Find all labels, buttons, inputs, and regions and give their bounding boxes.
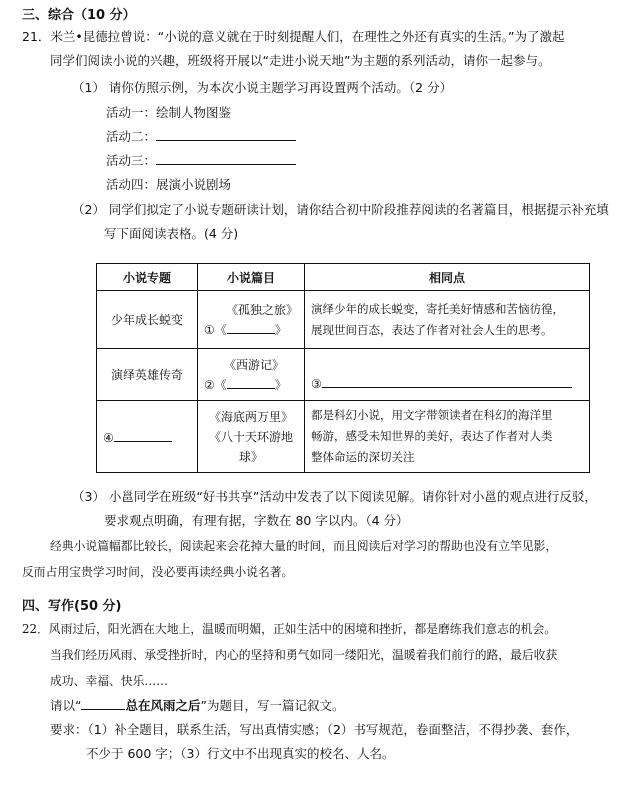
row2-common xyxy=(305,349,590,401)
row2-title-2 xyxy=(204,375,298,395)
q22-title-suffix: ”为题目，写一篇记叙文。 xyxy=(200,698,345,713)
q22-requirements-line1: 要求：（1）补全题目，联系生活，写出真情实感；（2）书写规范，卷面整洁，不得抄袭、套作， xyxy=(50,722,579,737)
q22-line1: 22．风雨过后，阳光洒在大地上，温暖而明媚，正如生活中的困境和挫折，都是磨练我们意志的机会。 xyxy=(22,622,557,636)
row3-common-line2: 畅游，感受未知世界的美好，表达了作者对人类 xyxy=(311,429,553,443)
q22-title-prefix: 请以“ xyxy=(50,698,82,713)
row3-common xyxy=(305,401,590,473)
row3-topic-blank[interactable] xyxy=(114,428,172,442)
activity-2-blank[interactable] xyxy=(156,127,296,141)
section-heading-3: 三、综合（10 分） xyxy=(22,8,136,23)
q22-title-instruction xyxy=(50,696,344,714)
row1-common xyxy=(305,291,590,349)
q22-title-blank[interactable] xyxy=(81,696,125,710)
row3-title-1: 《海底两万里》 xyxy=(208,409,293,424)
row3-topic xyxy=(97,401,198,473)
table-row xyxy=(97,349,590,401)
row1-titles xyxy=(198,291,305,349)
activity-1: 活动一：绘制人物图鉴 xyxy=(106,105,232,120)
row1-title-2 xyxy=(204,320,298,340)
q22-requirements-line2: 不少于 600 字；（3）行文中不出现真实的校名、人名。 xyxy=(86,746,395,761)
row3-titles xyxy=(198,401,305,473)
q21-part2-prompt-line2: 写下面阅读表格。(4 分) xyxy=(104,226,239,241)
row3-topic-marker: ④ xyxy=(103,431,114,445)
row2-common-marker: ③ xyxy=(311,377,322,391)
q22-title-main: 总在风雨之后 xyxy=(125,698,201,713)
row3-common-line1: 都是科幻小说，用文字带领读者在科幻的海洋里 xyxy=(311,408,553,422)
header-common: 相同点 xyxy=(305,264,590,291)
row3-common-line3: 整体命运的深切关注 xyxy=(311,450,415,464)
q21-part3-prompt-line2: 要求观点明确，有理有据，字数在 80 字以内。（4 分） xyxy=(104,513,409,528)
row1-common-line2: 展现世间百态，表达了作者对社会人生的思考。 xyxy=(311,322,553,337)
q21-quote-line1: 经典小说篇幅都比较长，阅读起来会花掉大量的时间，而且阅读后对学习的帮助也没有立竿见影， xyxy=(50,539,558,553)
row2-titles xyxy=(198,349,305,401)
table-row xyxy=(97,291,590,349)
table-header-row xyxy=(97,264,590,291)
q21-part3-prompt-line1: （3） 小邕同学在班级“好书共享”活动中发表了以下阅读见解。请你针对小邕的观点进行反驳， xyxy=(72,489,597,504)
activity-2-label: 活动二： xyxy=(106,129,157,144)
row2-title-2-suffix: 》 xyxy=(274,377,287,392)
table-row xyxy=(97,401,590,473)
header-titles: 小说篇目 xyxy=(198,264,305,291)
row2-topic: 演绎英雄传奇 xyxy=(97,349,198,401)
reading-table xyxy=(96,263,590,473)
row2-title-2-prefix: ②《 xyxy=(204,377,227,392)
q21-intro-line1: 21．米兰•昆德拉曾说：“小说的意义就在于时刻提醒人们，在理性之外还有真实的生活。”为了激起 xyxy=(22,29,565,44)
row2-title-blank[interactable] xyxy=(227,375,275,389)
activity-4: 活动四：展演小说剧场 xyxy=(106,177,232,192)
q21-intro-line2: 同学们阅读小说的兴趣，班级将开展以“走进小说天地”为主题的系列活动，请你一起参与。 xyxy=(50,53,551,68)
row1-topic: 少年成长蜕变 xyxy=(97,291,198,349)
q22-line3: 成功、幸福、快乐…… xyxy=(50,674,168,688)
row1-title-2-suffix: 》 xyxy=(274,322,287,337)
row1-title-1: 《孤独之旅》 xyxy=(225,302,298,317)
row1-common-line1: 演绎少年的成长蜕变，寄托美好情感和苦恼彷徨， xyxy=(311,301,564,316)
section-heading-4: 四、写作(50 分) xyxy=(22,599,122,614)
row3-title-2: 《八十天环游地球》 xyxy=(208,429,293,464)
q21-part1-prompt: （1） 请你仿照示例，为本次小说主题学习再设置两个活动。（2 分） xyxy=(72,80,453,95)
q21-quote-line2: 反而占用宝贵学习时间，没必要再读经典小说名著。 xyxy=(22,565,294,579)
q22-line2: 当我们经历风雨、承受挫折时，内心的坚持和勇气如同一缕阳光，温暖着我们前行的路，最后收获 xyxy=(50,648,558,662)
q21-part2-prompt-line1: （2） 同学们拟定了小说专题研读计划，请你结合初中阶段推荐阅读的名著篇目，根据提示补充填 xyxy=(72,202,609,217)
activity-3-label: 活动三： xyxy=(106,153,157,168)
row1-title-blank[interactable] xyxy=(227,320,275,334)
activity-3 xyxy=(106,151,296,169)
row2-common-blank[interactable] xyxy=(322,374,572,388)
header-topic: 小说专题 xyxy=(97,264,198,291)
activity-2 xyxy=(106,127,296,145)
row1-title-2-prefix: ①《 xyxy=(204,322,227,337)
row2-title-1: 《西游记》 xyxy=(223,357,284,372)
activity-3-blank[interactable] xyxy=(156,151,296,165)
